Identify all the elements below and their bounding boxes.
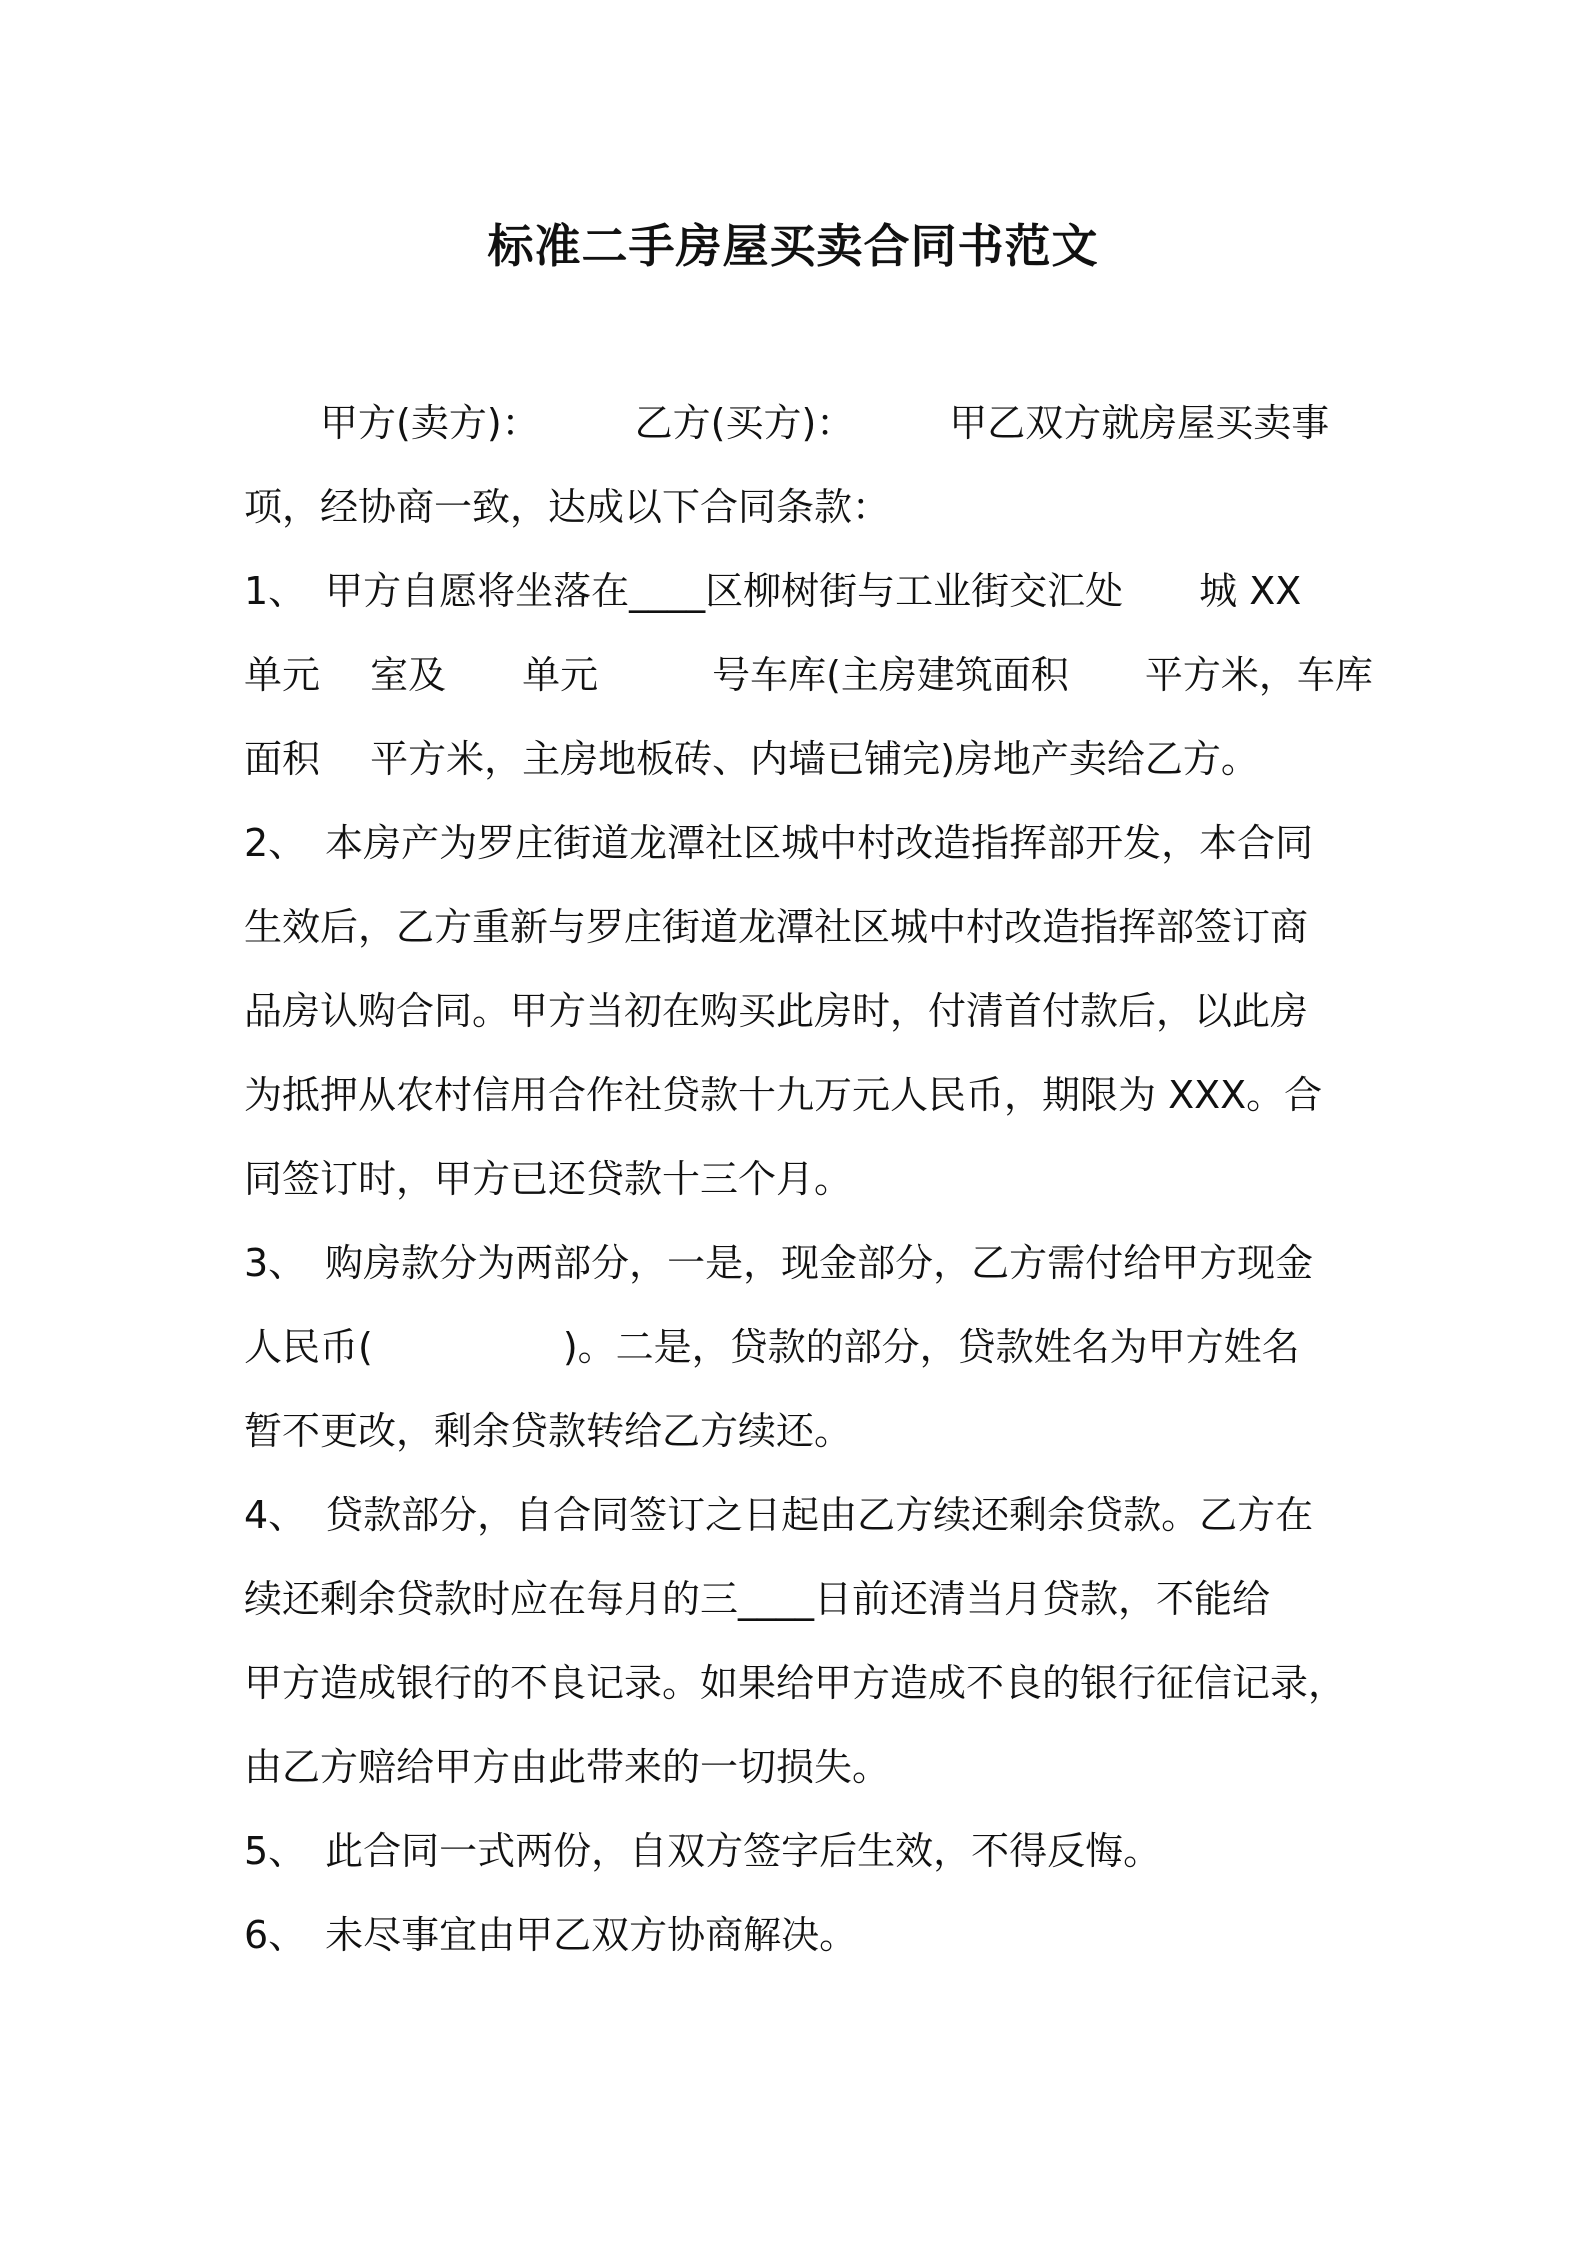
- clause-2-line-2: 生效后，乙方重新与罗庄街道龙潭社区城中村改造指挥部签订商: [244, 905, 1309, 949]
- clause-2-line-3: 品房认购合同。甲方当初在购买此房时，付清首付款后，以此房: [244, 989, 1309, 1033]
- clause-6-line-1: 6、 未尽事宜由甲乙双方协商解决。: [244, 1913, 858, 1957]
- paragraph-intro-line-1: 甲方(卖方)： 乙方(买方)： 甲乙双方就房屋买卖事: [244, 401, 1330, 445]
- clause-4-line-1: 4、 贷款部分，自合同签订之日起由乙方续还剩余贷款。乙方在: [244, 1493, 1314, 1537]
- clause-2-line-4: 为抵押从农村信用合作社贷款十九万元人民币，期限为 XXX。合: [244, 1073, 1323, 1117]
- document-title: 标准二手房屋买卖合同书范文: [487, 219, 1099, 273]
- clause-1-line-3: 面积 平方米，主房地板砖、内墙已铺完)房地产卖给乙方。: [244, 737, 1259, 781]
- clause-4-line-2: 续还剩余贷款时应在每月的三____日前还清当月贷款，不能给: [244, 1577, 1271, 1621]
- clause-2-line-5: 同签订时，甲方已还贷款十三个月。: [244, 1157, 853, 1201]
- clause-5-line-1: 5、 此合同一式两份，自双方签字后生效，不得反悔。: [244, 1829, 1162, 1873]
- clause-4-line-4: 由乙方赔给甲方由此带来的一切损失。: [244, 1745, 891, 1789]
- paragraph-intro-line-2: 项，经协商一致，达成以下合同条款：: [244, 485, 891, 529]
- clause-4-line-3: 甲方造成银行的不良记录。如果给甲方造成不良的银行征信记录，: [244, 1661, 1347, 1705]
- clause-2-line-1: 2、 本房产为罗庄街道龙潭社区城中村改造指挥部开发，本合同: [244, 821, 1314, 865]
- clause-3-line-2: 人民币( )。二是，贷款的部分，贷款姓名为甲方姓名: [244, 1325, 1300, 1369]
- clause-1-line-1: 1、 甲方自愿将坐落在____区柳树街与工业街交汇处 城 XX: [244, 569, 1302, 613]
- clause-3-line-1: 3、 购房款分为两部分，一是，现金部分，乙方需付给甲方现金: [244, 1241, 1314, 1285]
- clause-3-line-3: 暂不更改，剩余贷款转给乙方续还。: [244, 1409, 853, 1453]
- clause-1-line-2: 单元 室及 单元 号车库(主房建筑面积 平方米，车库: [244, 653, 1373, 697]
